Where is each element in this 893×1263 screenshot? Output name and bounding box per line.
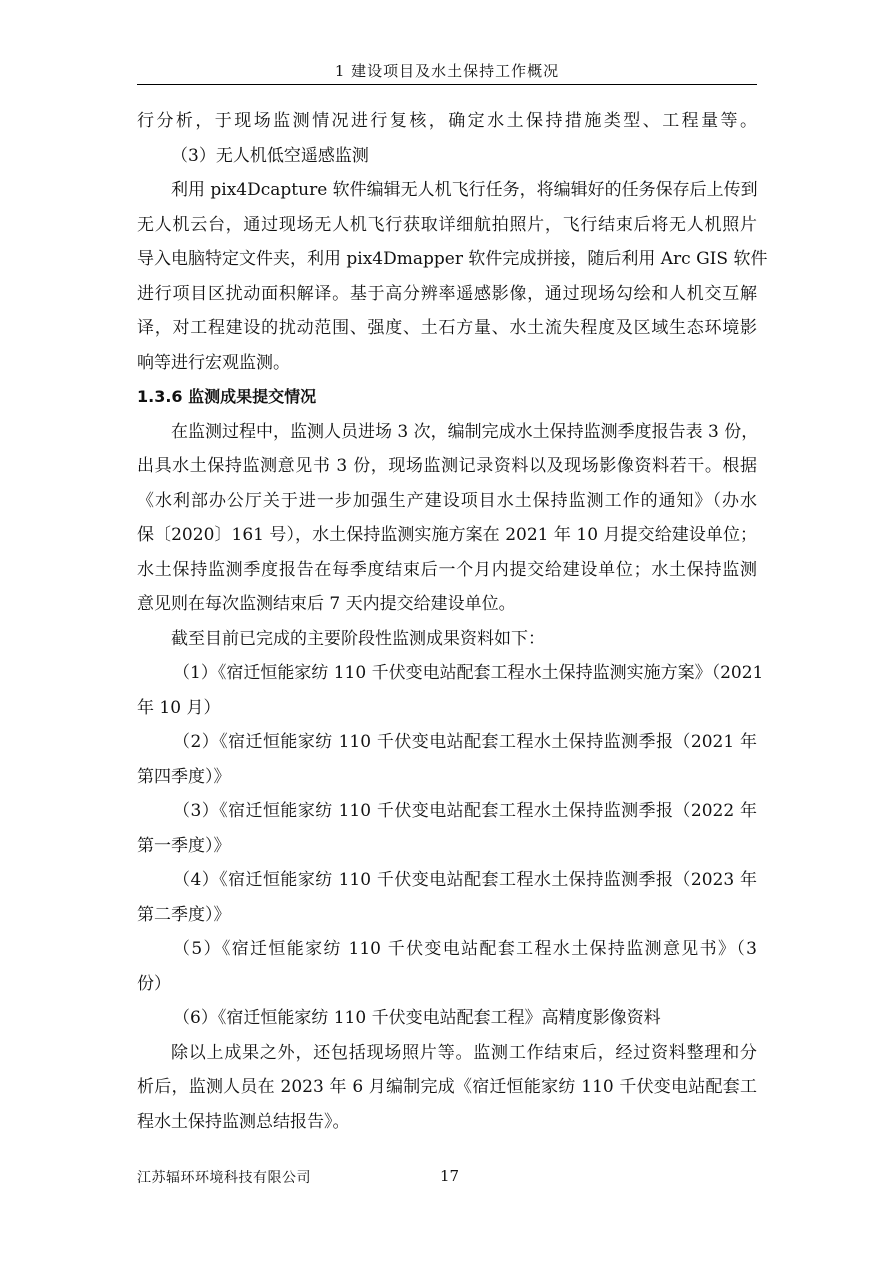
paragraph-line: 意见则在每次监测结束后 7 天内提交给建设单位。 [137, 594, 516, 614]
paragraph-line: 析后，监测人员在 2023 年 6 月编制完成《宿迁恒能家纺 110 千伏变电站配套工 [137, 1077, 757, 1097]
header-rule [137, 84, 757, 85]
list-item: （4）《宿迁恒能家纺 110 千伏变电站配套工程水土保持监测季报（2023 年 [173, 870, 757, 890]
paragraph-line: 行分析，于现场监测情况进行复核，确定水土保持措施类型、工程量等。 [137, 111, 757, 131]
paragraph-line: 水土保持监测季度报告在每季度结束后一个月内提交给建设单位；水土保持监测 [137, 559, 757, 580]
list-item: （2）《宿迁恒能家纺 110 千伏变电站配套工程水土保持监测季报（2021 年 [173, 732, 757, 752]
running-header: 1 建设项目及水土保持工作概况 [334, 62, 560, 80]
list-item: （6）《宿迁恒能家纺 110 千伏变电站配套工程》高精度影像资料 [173, 1008, 661, 1028]
footer-company: 江苏辐环环境科技有限公司 [137, 1170, 311, 1186]
paragraph-line: 除以上成果之外，还包括现场照片等。监测工作结束后，经过资料整理和分 [171, 1042, 757, 1063]
paragraph-line: 无人机云台，通过现场无人机飞行获取详细航拍照片，飞行结束后将无人机照片 [137, 214, 757, 235]
paragraph-line: 《水利部办公厅关于进一步加强生产建设项目水土保持监测工作的通知》（办水 [137, 490, 757, 511]
paragraph-line: 响等进行宏观监测。 [137, 352, 290, 373]
paragraph-line: 利用 pix4Dcapture 软件编辑无人机飞行任务，将编辑好的任务保存后上传到 [171, 180, 758, 200]
paragraph-line: 出具水土保持监测意见书 3 份，现场监测记录资料以及现场影像资料若干。根据 [137, 456, 757, 476]
paragraph-line: 译，对工程建设的扰动范围、强度、土石方量、水土流失程度及区域生态环境影 [137, 318, 757, 338]
page-number: 17 [440, 1167, 460, 1185]
list-item: （1）《宿迁恒能家纺 110 千伏变电站配套工程水土保持监测实施方案》（2021 [173, 663, 764, 683]
list-item: （3）《宿迁恒能家纺 110 千伏变电站配套工程水土保持监测季报（2022 年 [173, 801, 757, 821]
list-item-continuation: 第一季度）》 [137, 835, 231, 856]
list-item-continuation: 年 10 月） [137, 697, 221, 718]
paragraph-line: 程水土保持监测总结报告》。 [137, 1111, 350, 1132]
list-item-continuation: 第二季度）》 [137, 904, 231, 925]
section-item-label: （3）无人机低空遥感监测 [171, 145, 369, 166]
document-body [137, 104, 768, 1139]
paragraph-line: 在监测过程中，监测人员进场 3 次，编制完成水土保持监测季度报告表 3 份， [171, 421, 759, 442]
paragraph-line: 进行项目区扰动面积解译。基于高分辨率遥感影像，通过现场勾绘和人机交互解 [137, 283, 757, 304]
list-item: （5）《宿迁恒能家纺 110 千伏变电站配套工程水土保持监测意见书》（3 [173, 939, 757, 959]
paragraph-line: 截至目前已完成的主要阶段性监测成果资料如下： [171, 628, 545, 649]
list-item-continuation: 份） [137, 973, 171, 994]
section-heading: 1.3.6 监测成果提交情况 [137, 387, 317, 406]
paragraph-line: 保〔2020〕161 号），水土保持监测实施方案在 2021 年 10 月提交给建设单位； [137, 525, 757, 545]
list-item-continuation: 第四季度）》 [137, 766, 231, 787]
paragraph-line: 导入电脑特定文件夹，利用 pix4Dmapper 软件完成拼接，随后利用 Arc GIS 软件 [137, 249, 768, 269]
